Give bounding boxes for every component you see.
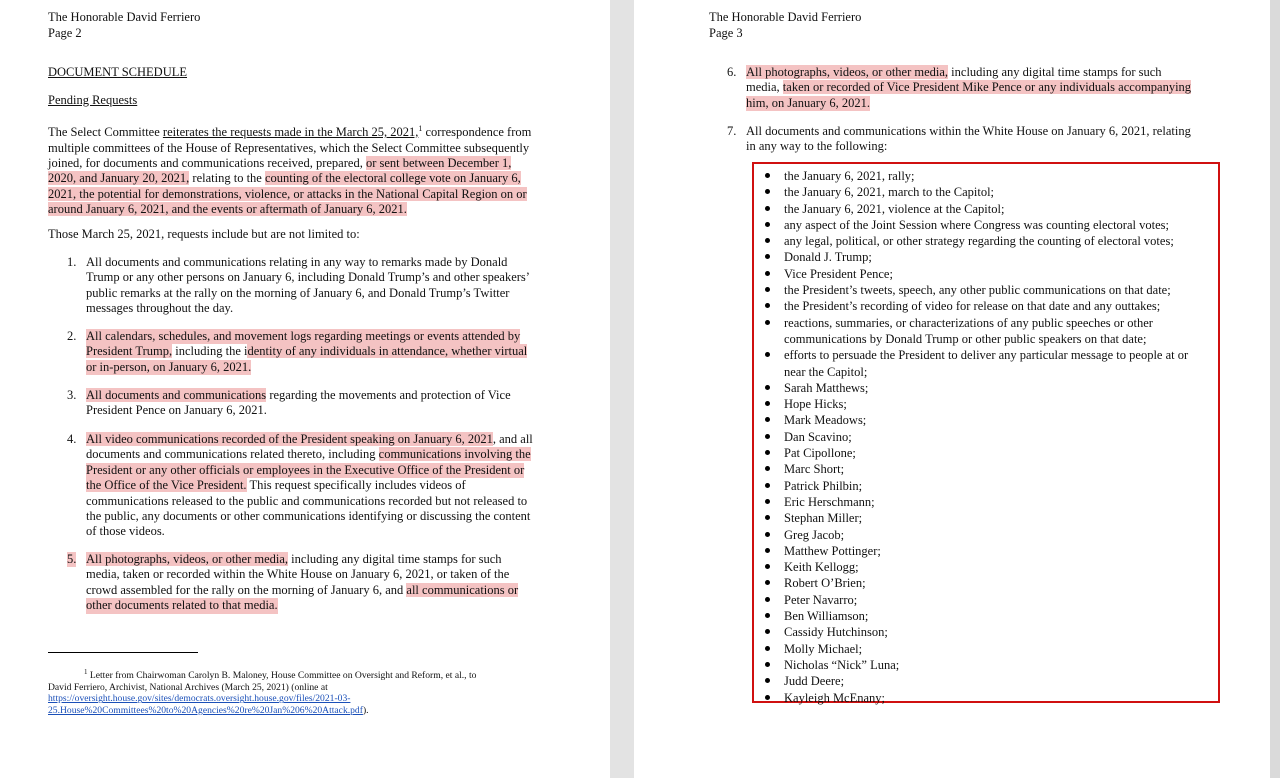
bullet-text: Hope Hicks;	[784, 397, 847, 412]
bullet-dot-icon	[765, 254, 770, 259]
intro-line-6: around January 6, 2021, and the events or aftermath of January 6, 2021.	[48, 202, 407, 217]
bullet-dot-icon	[765, 352, 770, 357]
bullet-text: the January 6, 2021, violence at the Capitol;	[784, 201, 1005, 216]
bullet-dot-icon	[765, 515, 770, 520]
bullet-item	[762, 282, 1212, 298]
bullet-dot-icon	[765, 222, 770, 227]
bullet-dot-icon	[765, 287, 770, 292]
item-number: 5.	[67, 552, 77, 566]
bullet-item	[762, 201, 1212, 217]
bullet-text: Matthew Pottinger;	[784, 543, 881, 558]
bullet-dot-icon	[765, 320, 770, 325]
bullet-item	[762, 690, 1212, 706]
item-number: 2.	[67, 329, 77, 343]
bullet-text: Nicholas “Nick” Luna;	[784, 657, 900, 672]
bullet-item	[762, 543, 1212, 559]
bullet-item	[762, 624, 1212, 640]
bullet-item	[762, 575, 1212, 591]
footnote-1: $^1$ Letter from Chairwoman Carolyn B. Maloney, House Committee on Oversight and Reform, et al., to David Ferriero, Archivist, National Archives (March 25, 2021) (online at https://oversight.house.gov/sites/democrats.oversight.house.gov/files/2021-03- 25.House%20Committees%20to%20Agencies%20re%20Jan%206%20Attack.pdf).	[48, 668, 477, 716]
bullet-dot-icon	[765, 450, 770, 455]
intro-paragraph	[48, 121, 531, 218]
bullet-text: Eric Herschmann;	[784, 494, 875, 509]
bullet-item	[762, 347, 1212, 380]
bullet-item	[762, 592, 1212, 608]
bullet-dot-icon	[765, 417, 770, 422]
bullet-text: Sarah Matthews;	[784, 380, 869, 395]
bullet-dot-icon	[765, 695, 770, 700]
bullet-text: Pat Cipollone;	[784, 446, 856, 461]
bullet-item	[762, 217, 1212, 233]
intro-line-1: The Select Committee reiterates the requests made in the March 25, 2021,$^1$ correspondence from	[48, 124, 532, 140]
item-number: 3.	[67, 388, 77, 402]
footnote-marker[interactable]: 1	[418, 124, 423, 133]
bullet-item	[762, 478, 1212, 494]
bullet-dot-icon	[765, 646, 770, 651]
bullet-text: efforts to persuade the President to deliver any particular message to people at or near the Capitol;	[784, 348, 1189, 379]
bullet-item	[762, 527, 1212, 543]
document-schedule-title: DOCUMENT SCHEDULE	[48, 65, 188, 79]
bullet-item	[762, 673, 1212, 689]
bullet-item	[762, 298, 1212, 314]
bullet-dot-icon	[765, 564, 770, 569]
viewer-scrollbar-track[interactable]	[1270, 0, 1280, 778]
bullet-dot-icon	[765, 532, 770, 537]
bullet-text: Molly Michael;	[784, 641, 863, 656]
bullet-item	[762, 233, 1212, 249]
bullet-item	[762, 559, 1212, 575]
item-number: 4.	[67, 432, 77, 446]
page-gutter	[610, 0, 634, 778]
bullet-item	[762, 380, 1212, 396]
bullet-dot-icon	[765, 303, 770, 308]
bullet-dot-icon	[765, 466, 770, 471]
bullet-dot-icon	[765, 434, 770, 439]
bullet-text: the President’s recording of video for release on that date and any outtakes;	[784, 299, 1161, 314]
bullet-item	[762, 608, 1212, 624]
bullet-text: Marc Short;	[784, 462, 845, 477]
page-header-number: Page 2	[48, 26, 82, 40]
bullet-text: reactions, summaries, or characterizations of any public speeches or other communications by Donald Trump or other public speakers on that date;	[784, 315, 1153, 346]
bullet-dot-icon	[765, 629, 770, 634]
bullet-dot-icon	[765, 189, 770, 194]
bullet-dot-icon	[765, 271, 770, 276]
bullet-item	[762, 657, 1212, 673]
bullet-item	[762, 494, 1212, 510]
bullet-item	[762, 396, 1212, 412]
bullet-dot-icon	[765, 173, 770, 178]
bullet-text: Stephan Miller;	[784, 511, 863, 526]
bullet-dot-icon	[765, 548, 770, 553]
item-number: 7.	[727, 124, 737, 138]
bullet-item	[762, 510, 1212, 526]
bullet-text: Donald J. Trump;	[784, 250, 872, 265]
bullet-item	[762, 461, 1212, 477]
bullet-text: Judd Deere;	[784, 674, 845, 689]
bullet-text: Mark Meadows;	[784, 413, 867, 428]
bullet-item	[762, 266, 1212, 282]
bullet-item	[762, 445, 1212, 461]
intro-line-2: multiple committees of the House of Representatives, which the Select Committee subsequently	[48, 140, 530, 155]
bullet-text: Patrick Philbin;	[784, 478, 863, 493]
bullet-text: any aspect of the Joint Session where Congress was counting electoral votes;	[784, 217, 1169, 232]
bullet-dot-icon	[765, 499, 770, 504]
bullet-item	[762, 315, 1212, 348]
footnote-separator	[48, 652, 198, 653]
bullet-item	[762, 184, 1212, 200]
page-header-addressee: The Honorable David Ferriero	[709, 10, 862, 24]
bullet-dot-icon	[765, 385, 770, 390]
bullet-text: the January 6, 2021, march to the Capitol;	[784, 185, 995, 200]
bullet-dot-icon	[765, 580, 770, 585]
bullet-dot-icon	[765, 662, 770, 667]
bullet-dot-icon	[765, 206, 770, 211]
bullet-text: the President’s tweets, speech, any other public communications on that date;	[784, 283, 1171, 298]
bullet-text: Dan Scavino;	[784, 429, 852, 444]
bullet-dot-icon	[765, 678, 770, 683]
page-header-number: Page 3	[709, 26, 743, 40]
intro-line-3: joined, for documents and communications received, prepared, or sent between December 1,	[48, 155, 512, 170]
bullet-item	[762, 429, 1212, 445]
bullet-item	[762, 168, 1212, 184]
pending-requests-heading: Pending Requests	[48, 93, 138, 107]
footnote-link-line-2[interactable]: 25.House%20Committees%20to%20Agencies%20re%20Jan%206%20Attack.pdf	[48, 704, 363, 716]
bullet-text: Keith Kellogg;	[784, 560, 859, 575]
bullet-dot-icon	[765, 613, 770, 618]
footnote-link-line-1[interactable]: https://oversight.house.gov/sites/democrats.oversight.house.gov/files/2021-03-	[48, 693, 351, 705]
bullet-dot-icon	[765, 238, 770, 243]
bullet-text: Kayleigh McEnany;	[784, 690, 886, 705]
bullet-item	[762, 412, 1212, 428]
bullet-item	[762, 641, 1212, 657]
bullet-dot-icon	[765, 483, 770, 488]
bullet-item	[762, 249, 1212, 265]
intro-line-5: 2021, the potential for demonstrations, violence, or attacks in the National Capital Region on or	[48, 186, 527, 201]
item-number: 6.	[727, 65, 737, 79]
intro-line-4: 2020, and January 20, 2021, relating to the counting of the electoral college vote on January 6,	[48, 171, 521, 186]
bullet-dot-icon	[765, 597, 770, 602]
bullet-text: Peter Navarro;	[784, 592, 858, 607]
bullet-text: Ben Williamson;	[784, 609, 869, 624]
item-number: 1.	[67, 255, 77, 269]
bullet-text: Vice President Pence;	[784, 266, 893, 281]
intro-underlined-reference: reiterates the requests made in the March 25, 2021,	[162, 125, 419, 140]
page-header-addressee: The Honorable David Ferriero	[48, 10, 201, 24]
bullet-text: Greg Jacob;	[784, 527, 845, 542]
bullet-text: Robert O’Brien;	[784, 576, 866, 591]
bullet-dot-icon	[765, 401, 770, 406]
bullet-list	[762, 168, 1212, 706]
bullet-text: any legal, political, or other strategy regarding the counting of electoral votes;	[784, 234, 1174, 249]
bullet-text: the January 6, 2021, rally;	[784, 169, 915, 183]
bullet-text: Cassidy Hutchinson;	[784, 625, 888, 640]
lead-in-sentence: Those March 25, 2021, requests include but are not limited to:	[48, 227, 360, 241]
